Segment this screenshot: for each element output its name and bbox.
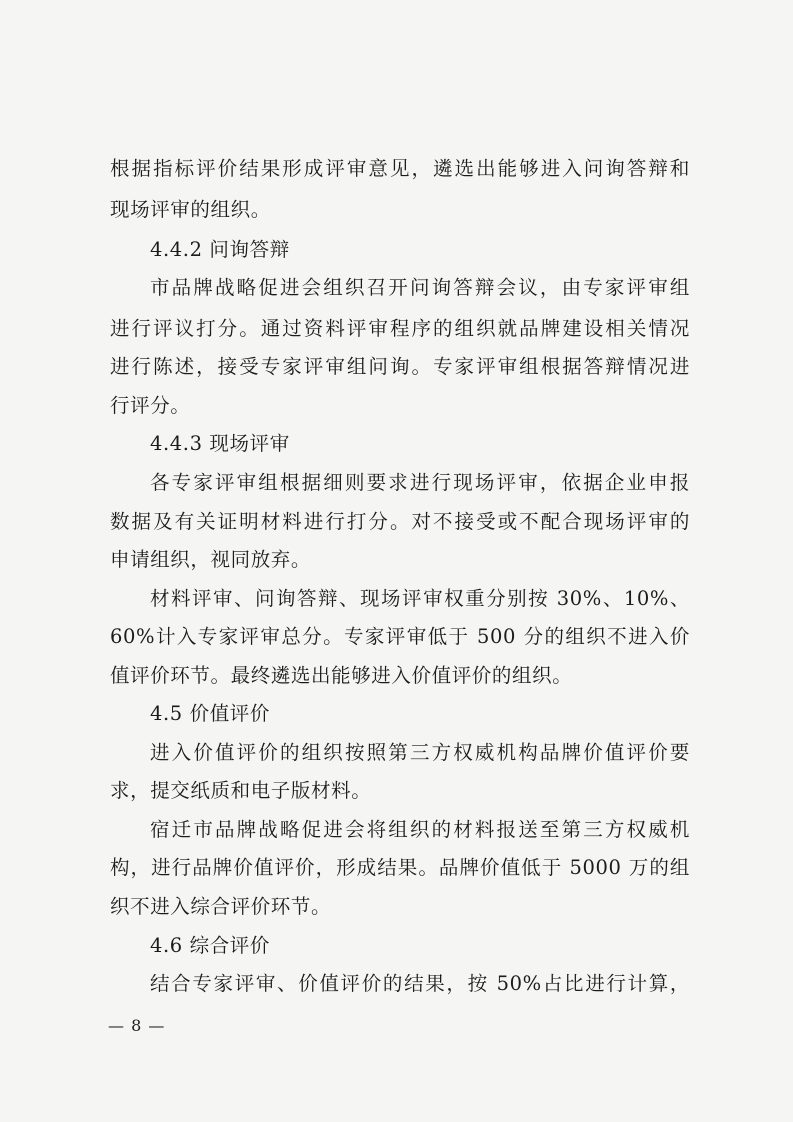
paragraph-line: 现场评审的组织。 [110,198,271,221]
paragraph-line: 宿迁市品牌战略促进会将组织的材料报送至第三方权威机 [150,818,690,841]
paragraph-line: 60%计入专家评审总分。专家评审低于 500 分的组织不进入价 [110,625,690,648]
page-number: — 8 — [108,1016,166,1035]
paragraph-line: 值评价环节。最终遴选出能够进入价值评价的组织。 [110,664,573,687]
paragraph-line: 市品牌战略促进会组织召开问询答辩会议，由专家评审组 [150,276,690,299]
paragraph-line: 结合专家评审、价值评价的结果，按 50%占比进行计算， [150,972,690,995]
paragraph-line: 根据指标评价结果形成评审意见，遴选出能够进入问询答辩和 [110,157,690,180]
paragraph-line: 进行评议打分。通过资料评审程序的组织就品牌建设相关情况 [110,317,690,340]
section-heading-4-6: 4.6 综合评价 [150,934,271,957]
paragraph-line: 行评分。 [110,394,191,417]
paragraph-line: 进入价值评价的组织按照第三方权威机构品牌价值评价要 [150,741,690,764]
paragraph-line: 材料评审、问询答辩、现场评审权重分别按 30%、10%、 [150,587,690,610]
paragraph-line: 织不进入综合评价环节。 [110,895,332,918]
paragraph-line: 求，提交纸质和电子版材料。 [110,779,372,802]
paragraph-line: 申请组织，视同放弃。 [110,548,312,571]
paragraph-line: 数据及有关证明材料进行打分。对不接受或不配合现场评审的 [110,510,690,533]
paragraph-line: 进行陈述，接受专家评审组问询。专家评审组根据答辩情况进 [110,355,690,378]
paragraph-line: 构，进行品牌价值评价，形成结果。品牌价值低于 5000 万的组 [110,856,690,879]
section-heading-4-4-2: 4.4.2 问询答辩 [150,238,290,261]
section-heading-4-5: 4.5 价值评价 [150,702,271,725]
section-heading-4-4-3: 4.4.3 现场评审 [150,432,290,455]
paragraph-line: 各专家评审组根据细则要求进行现场评审，依据企业申报 [150,471,690,494]
